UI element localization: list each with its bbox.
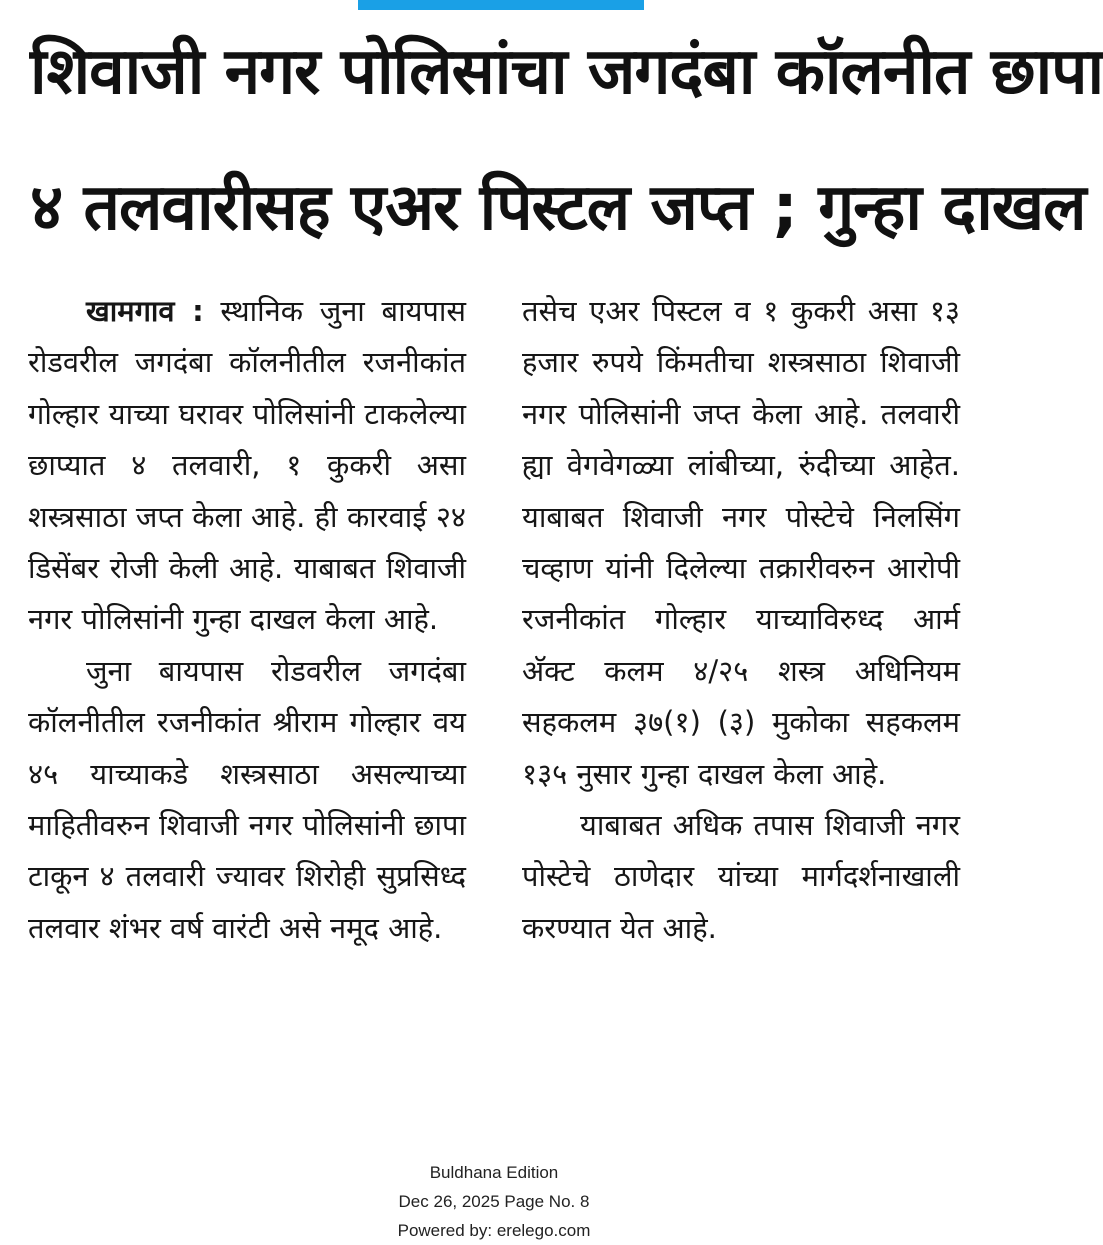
article-paragraph-3: तसेच एअर पिस्टल व १ कुकरी असा १३ हजार रुपये किंमतीचा शस्त्रसाठा शिवाजी नगर पोलिसांनी जप्त केला आहे. तलवारी ह्या वेगवेगळ्या लांबीच्या, रुंदीच्या आहेत. याबाबत शिवाजी नगर पोस्टेचे निलसिंग चव्हाण यांनी दिलेल्या तक्रारीवरुन आरोपी रजनीकांत गोल्हार याच्याविरुध्द आर्म अ‍ॅक्ट कलम ४/२५ शस्त्र अधिनियम सहकलम ३७(१) (३) मुकोका सहकलम १३५ नुसार गुन्हा दाखल केला आहे. (522, 294, 960, 791)
top-accent-bar (358, 0, 644, 10)
powered-by-link[interactable]: Powered by: erelego.com (397, 1221, 591, 1240)
edition-name: Buldhana Edition (429, 1163, 559, 1182)
headline-line-1: शिवाजी नगर पोलिसांचा जगदंबा कॉलनीत छापा (30, 35, 1103, 109)
headline-line-2: ४ तलवारीसह एअर पिस्टल जप्त ; गुन्हा दाखल (30, 171, 1086, 245)
article-paragraph-2: जुना बायपास रोडवरील जगदंबा कॉलनीतील रजनीकांत श्रीराम गोल्हार वय ४५ याच्याकडे शस्त्रसाठा असल्याच्या माहितीवरुन शिवाजी नगर पोलिसांनी छापा टाकून ४ तलवारी ज्यावर शिरोही सुप्रसिध्द तलवार शंभर वर्ष वारंटी असे नमूद आहे. (28, 653, 466, 945)
article-paragraph-4: याबाबत अधिक तपास शिवाजी नगर पोस्टेचे ठाणेदार यांच्या मार्गदर्शनाखाली करण्यात येत आहे. (522, 808, 960, 945)
edition-date-page: Dec 26, 2025 Page No. 8 (398, 1192, 590, 1211)
paragraph-1-text: स्थानिक जुना बायपास रोडवरील जगदंबा कॉलनीतील रजनीकांत गोल्हार याच्या घरावर पोलिसांनी टाकलेल्या छाप्यात ४ तलवारी, १ कुकरी असा शस्त्रसाठा जप्त केला आहे. ही कारवाई २४ डिसेंबर रोजी केली आहे. याबाबत शिवाजी नगर पोलिसांनी गुन्हा दाखल केला आहे. (28, 294, 466, 637)
article-paragraph-1 (28, 286, 466, 646)
edition-footer (0, 1158, 988, 1245)
article-column-right (522, 286, 960, 954)
dateline: खामगाव : (86, 294, 204, 328)
article-column-left (28, 286, 466, 954)
